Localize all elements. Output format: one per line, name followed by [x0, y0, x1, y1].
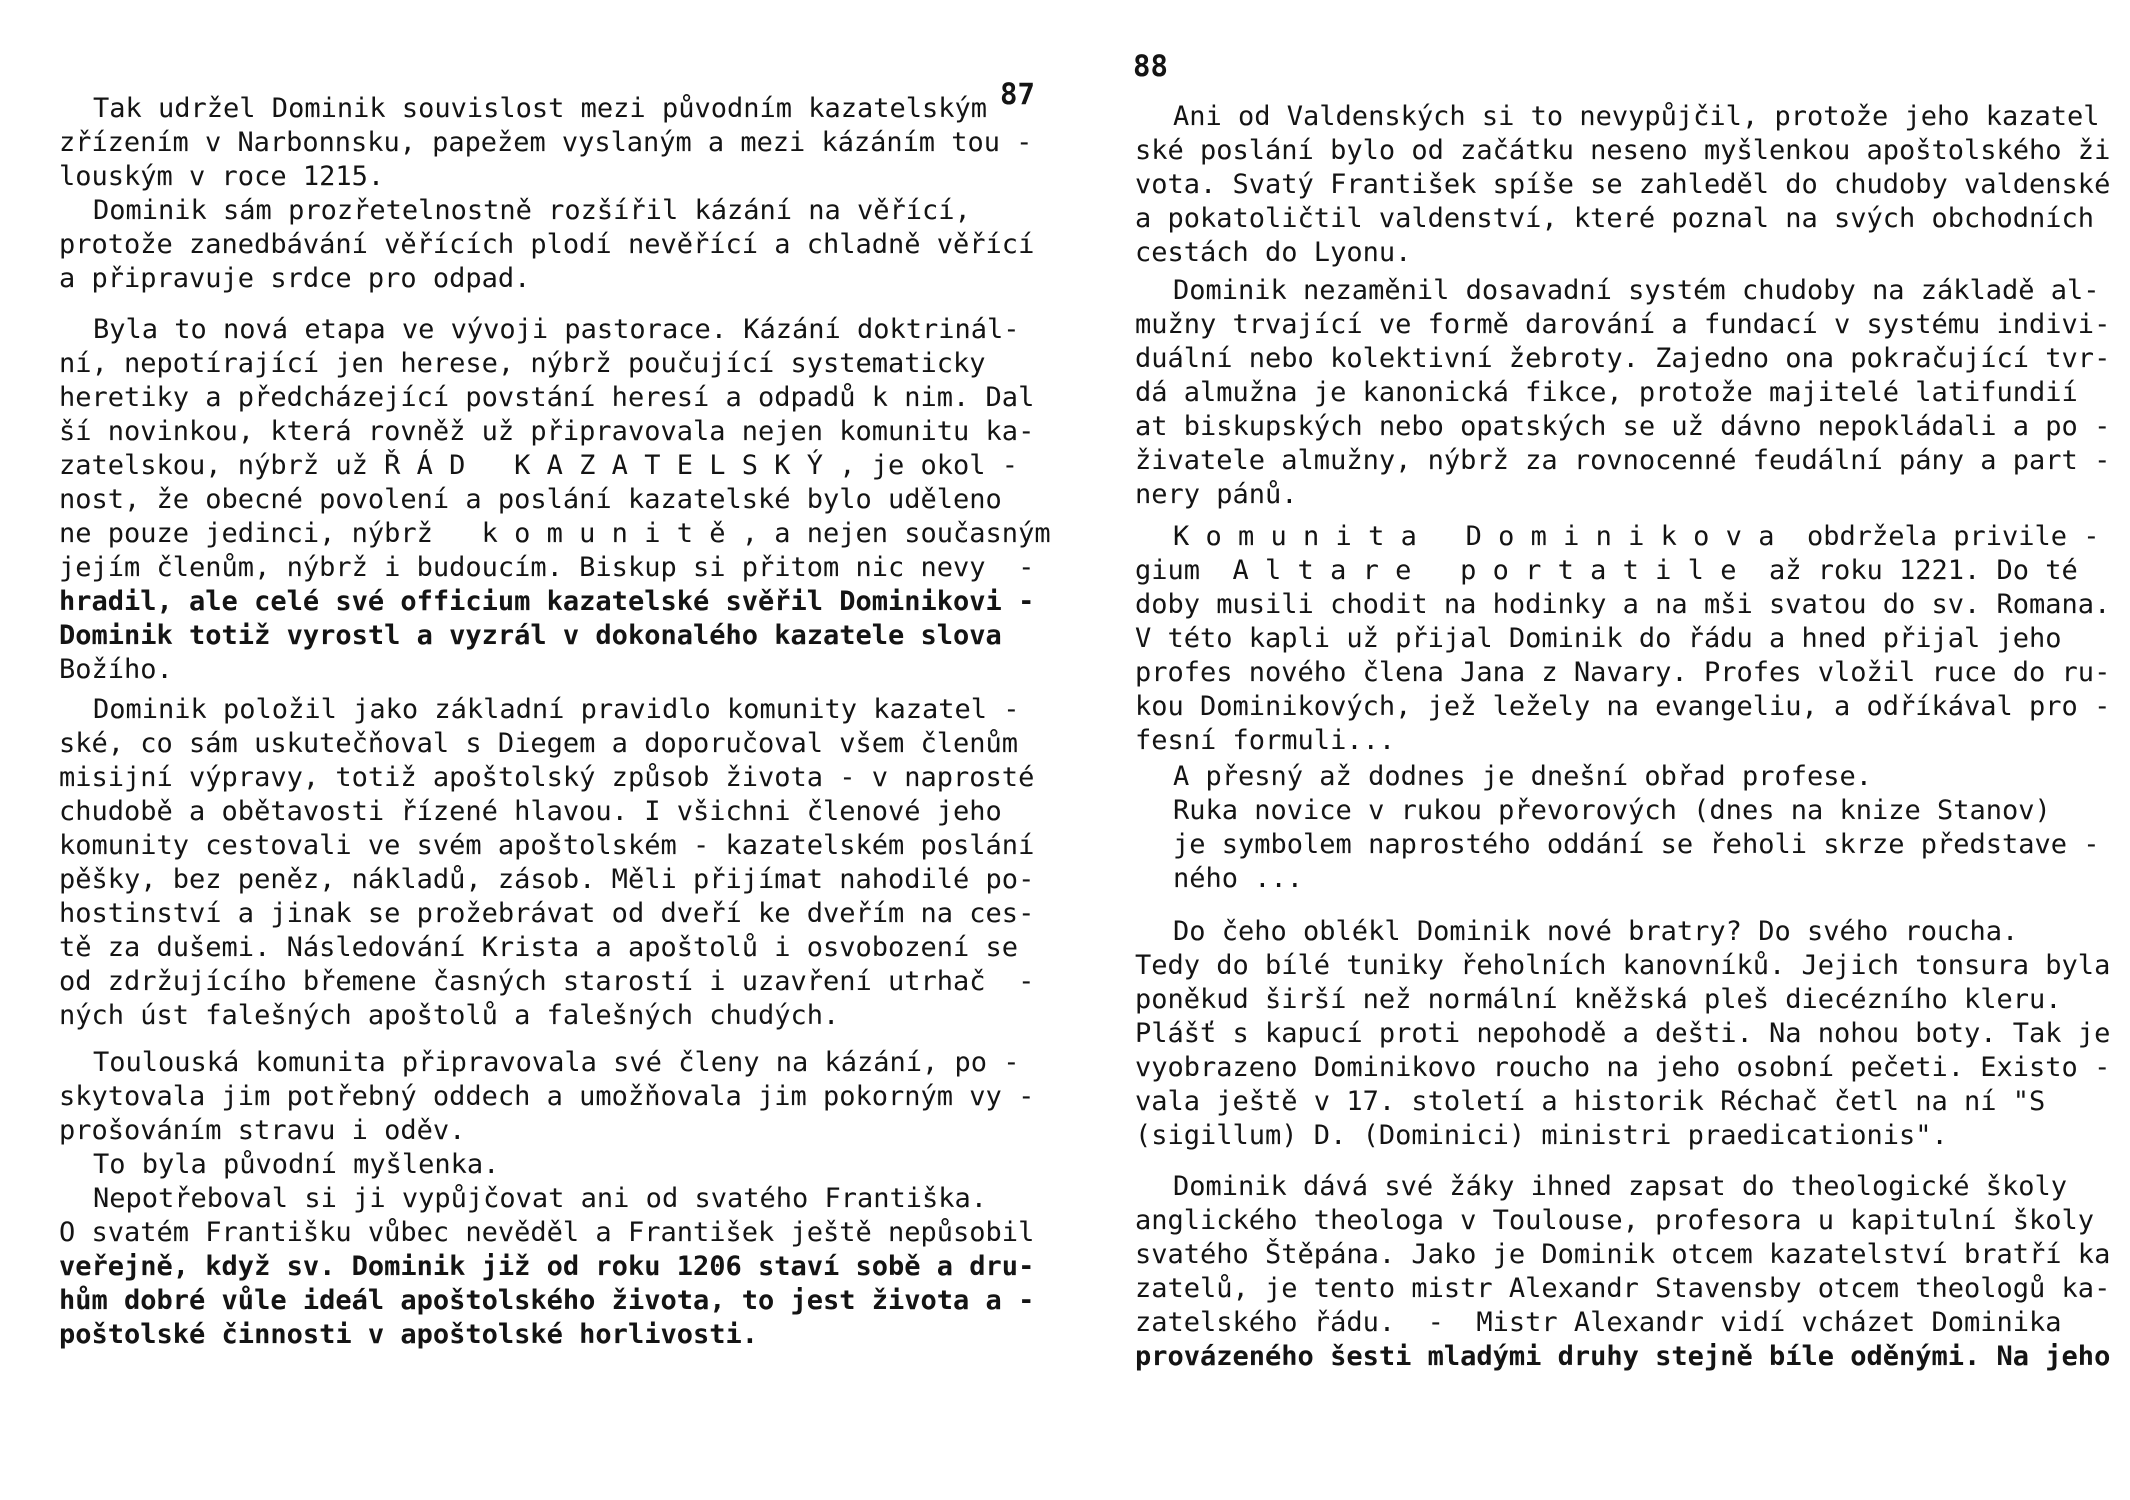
- text-line: To byla původní myšlenka.: [93, 1149, 500, 1180]
- text-line: O svatém Františku vůbec nevěděl a František ještě nepůsobil: [59, 1217, 1035, 1248]
- text-line: ské, co sám uskutečňoval s Diegem a doporučoval všem členům: [59, 728, 1019, 759]
- text-line: cestách do Lyonu.: [1135, 237, 1412, 268]
- text-line: a pokatoličtil valdenství, které poznal na svých obchodních: [1135, 203, 2095, 234]
- page-number: 88: [1133, 49, 1168, 83]
- text-line: Tak udržel Dominik souvislost mezi původním kazatelským: [93, 93, 988, 124]
- text-line: duální nebo kolektivní žebroty. Zajedno ona pokračující tvr-: [1135, 343, 2111, 374]
- page-number: 87: [1000, 77, 1035, 111]
- text-line: je symbolem naprostého oddání se řeholi skrze představe -: [1173, 829, 2100, 860]
- text-line: Do čeho oblékl Dominik nové bratry? Do svého roucha.: [1173, 916, 2019, 947]
- text-line: Dominik položil jako základní pravidlo komunity kazatel -: [93, 694, 1020, 725]
- text-line: fesní formuli...: [1135, 725, 1396, 756]
- text-line: prošováním stravu i oděv.: [59, 1115, 466, 1146]
- text-line: a připravuje srdce pro odpad.: [59, 263, 531, 294]
- text-line: Dominik dává své žáky ihned zapsat do theologické školy: [1173, 1171, 2068, 1202]
- text-line: chudobě a obětavosti řízené hlavou. I všichni členové jeho: [59, 796, 1002, 827]
- text-line: Byla to nová etapa ve vývoji pastorace. Kázání doktrinál-: [93, 314, 1020, 345]
- text-line: hradil, ale celé své officium kazatelské svěřil Dominikovi -: [59, 586, 1035, 617]
- text-line: A přesný až dodnes je dnešní obřad profese.: [1173, 761, 1872, 792]
- text-line: protože zanedbávání věřících plodí nevěřící a chladně věřící: [59, 229, 1035, 260]
- text-line: dá almužna je kanonická fikce, protože majitelé latifundií: [1135, 377, 2078, 408]
- text-line: gium A l t a r e p o r t a t i l e až roku 1221. Do té: [1135, 555, 2078, 586]
- text-line: vyobrazeno Dominikovo roucho na jeho osobní pečeti. Existo -: [1135, 1052, 2111, 1083]
- left-page: [0, 0, 1060, 1500]
- text-line: od zdržujícího břemene časných starostí i uzavření utrhač -: [59, 966, 1035, 997]
- text-line: nery pánů.: [1135, 479, 1298, 510]
- text-line: ne pouze jedinci, nýbrž k o m u n i t ě , a nejen současným: [59, 518, 1051, 549]
- text-line: vota. Svatý František spíše se zahleděl do chudoby valdenské: [1135, 169, 2111, 200]
- text-line: zřízením v Narbonnsku, papežem vyslaným a mezi kázáním tou -: [59, 127, 1033, 158]
- text-line: zatelskou, nýbrž už Ř Á D K A Z A T E L S K Ý , je okol -: [59, 450, 1019, 481]
- text-line: Ani od Valdenských si to nevypůjčil, protože jeho kazatel: [1173, 101, 2100, 132]
- text-line: živatele almužny, nýbrž za rovnocenné feudální pány a part -: [1135, 445, 2111, 476]
- text-line: ské poslání bylo od začátku neseno myšlenkou apoštolského ži: [1135, 135, 2111, 166]
- text-line: provázeného šesti mladými druhy stejně bíle oděnými. Na jeho: [1135, 1341, 2111, 1372]
- text-line: kou Dominikových, jež ležely na evangeliu, a odříkával pro -: [1135, 691, 2111, 722]
- text-line: poštolské činnosti v apoštolské horlivosti.: [59, 1319, 758, 1350]
- text-line: K o m u n i t a D o m i n i k o v a obdržela privile -: [1173, 521, 2100, 552]
- text-line: heretiky a předcházející povstání heresí a odpadů k nim. Dal: [59, 382, 1035, 413]
- text-line: vala ještě v 17. století a historik Réchač četl na ní "S: [1135, 1086, 2046, 1117]
- text-line: poněkud širší než normální kněžská pleš diecézního kleru.: [1135, 984, 2062, 1015]
- text-line: (sigillum) D. (Dominici) ministri praedicationis".: [1135, 1120, 1948, 1151]
- text-line: V této kapli už přijal Dominik do řádu a hned přijal jeho: [1135, 623, 2062, 654]
- text-line: jejím členům, nýbrž i budoucím. Biskup si přitom nic nevy -: [59, 552, 1035, 583]
- text-line: at biskupských nebo opatských se už dávno nepokládali a po -: [1135, 411, 2111, 442]
- text-line: profes nového člena Jana z Navary. Profes vložil ruce do ru-: [1135, 657, 2111, 688]
- text-line: Dominik sám prozřetelnostně rozšířil kázání na věřící,: [93, 195, 971, 226]
- text-line: misijní výpravy, totiž apoštolský způsob života - v naprosté: [59, 762, 1035, 793]
- text-line: nost, že obecné povolení a poslání kazatelské bylo uděleno: [59, 484, 1002, 515]
- text-line: Nepotřeboval si ji vypůjčovat ani od svatého Františka.: [93, 1183, 988, 1214]
- text-line: veřejně, když sv. Dominik již od roku 1206 staví sobě a dru-: [59, 1251, 1035, 1282]
- text-line: Plášť s kapucí proti nepohodě a dešti. Na nohou boty. Tak je: [1135, 1018, 2111, 1049]
- text-line: skytovala jim potřebný oddech a umožňovala jim pokorným vy -: [59, 1081, 1035, 1112]
- right-page: [1065, 0, 2130, 1500]
- text-line: ší novinkou, která rovněž už připravovala nejen komunitu ka-: [59, 416, 1035, 447]
- text-line: zatelského řádu. - Mistr Alexandr vidí vcházet Dominika: [1135, 1307, 2062, 1338]
- text-line: doby musili chodit na hodinky a na mši svatou do sv. Romana.: [1135, 589, 2111, 620]
- text-line: Dominik nezaměnil dosavadní systém chudoby na základě al-: [1173, 275, 2100, 306]
- text-line: mužny trvající ve formě darování a fundací v systému indivi-: [1135, 309, 2111, 340]
- text-line: Božího.: [59, 654, 173, 685]
- text-line: ného ...: [1173, 863, 1304, 894]
- text-line: ní, nepotírající jen herese, nýbrž poučující systematicky: [59, 348, 986, 379]
- text-line: svatého Štěpána. Jako je Dominik otcem kazatelství bratří ka: [1135, 1239, 2111, 1270]
- text-line: zatelů, je tento mistr Alexandr Stavensby otcem theologů ka-: [1135, 1273, 2111, 1304]
- text-line: hům dobré vůle ideál apoštolského života, to jest života a -: [59, 1285, 1035, 1316]
- text-line: Toulouská komunita připravovala své členy na kázání, po -: [93, 1047, 1020, 1078]
- text-line: louským v roce 1215.: [59, 161, 385, 192]
- text-line: ných úst falešných apoštolů a falešných chudých.: [59, 1000, 840, 1031]
- text-line: hostinství a jinak se prožebrávat od dveří ke dveřím na ces-: [59, 898, 1035, 929]
- text-line: komunity cestovali ve svém apoštolském - kazatelském poslání: [59, 830, 1035, 861]
- text-line: pěšky, bez peněz, nákladů, zásob. Měli přijímat nahodilé po-: [59, 864, 1035, 895]
- text-line: Ruka novice v rukou převorových (dnes na knize Stanov): [1173, 795, 2051, 826]
- text-line: Dominik totiž vyrostl a vyzrál v dokonalého kazatele slova: [59, 620, 1002, 651]
- text-line: anglického theologa v Toulouse, profesora u kapitulní školy: [1135, 1205, 2095, 1236]
- text-line: Tedy do bílé tuniky řeholních kanovníků. Jejich tonsura byla: [1135, 950, 2111, 981]
- text-line: tě za dušemi. Následování Krista a apoštolů i osvobození se: [59, 932, 1019, 963]
